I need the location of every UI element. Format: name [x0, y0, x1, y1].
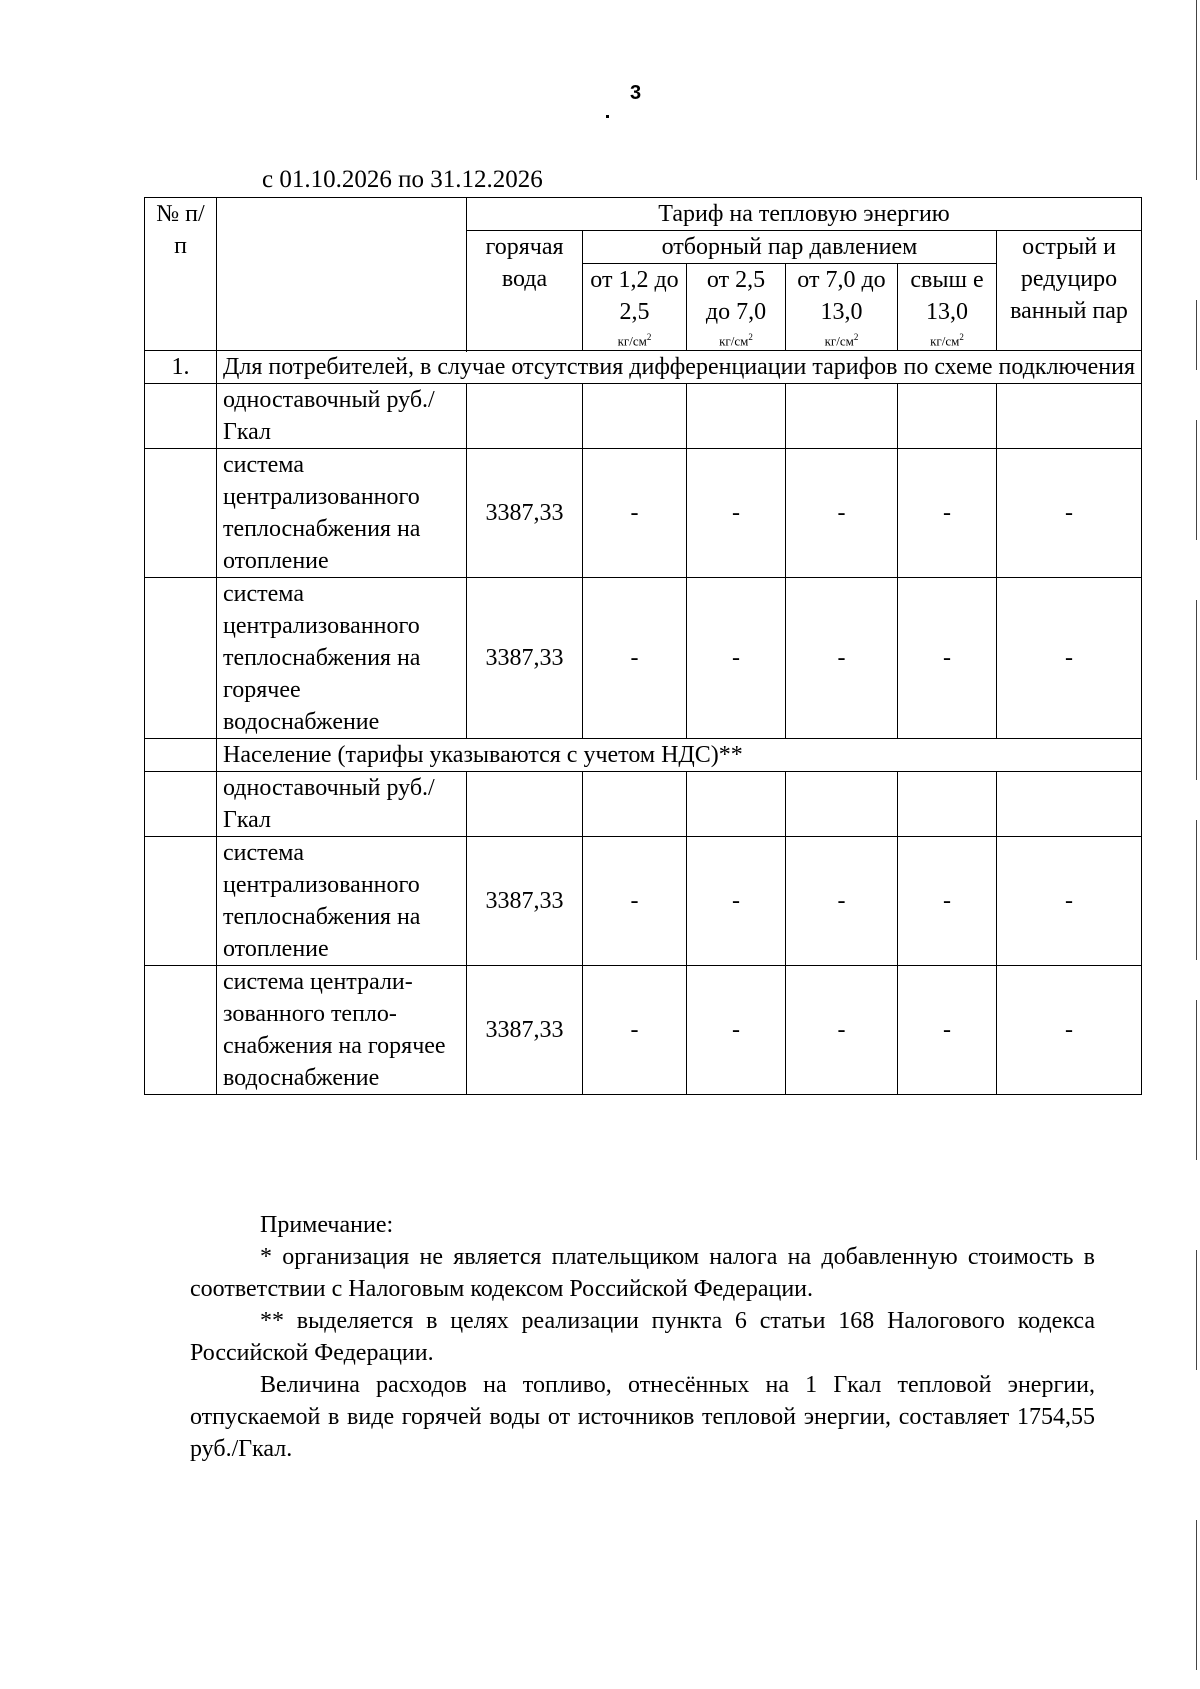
scan-speck — [606, 115, 609, 118]
scan-edge-line — [1196, 0, 1197, 180]
dash-cell: - — [687, 449, 786, 578]
dash-cell: - — [997, 837, 1142, 966]
table-row — [145, 449, 1142, 578]
dash-cell: - — [687, 578, 786, 739]
pressure-unit: $кг/см^2$ — [824, 332, 859, 349]
page-number: 3 — [630, 82, 642, 104]
row-value: 3387,33 — [467, 837, 583, 966]
row-value: 3387,33 — [467, 966, 583, 1095]
dash-cell: - — [786, 449, 898, 578]
dash-cell: - — [583, 449, 687, 578]
dash-cell: - — [898, 837, 997, 966]
tariff-table — [144, 197, 1142, 1095]
scan-edge-line — [1196, 600, 1197, 780]
dash-cell: - — [687, 966, 786, 1095]
header-number-cell: № п/п — [145, 198, 217, 351]
header-empty-cell — [217, 198, 467, 351]
pressure-unit: $кг/см^2$ — [719, 332, 753, 349]
dash-cell: - — [997, 578, 1142, 739]
dash-cell: - — [898, 578, 997, 739]
dash-cell: - — [583, 578, 687, 739]
note-2: ** выделяется в целях реализации пункта 6 статьи 168 Налогового кодекса Российской Федерации. — [190, 1308, 1095, 1366]
scan-edge-line — [1196, 1000, 1197, 1160]
scan-edge-line — [1196, 820, 1197, 960]
table-row — [145, 384, 1142, 449]
dash-cell: - — [687, 837, 786, 966]
pressure-unit: $кг/см^2$ — [617, 332, 652, 349]
table-row — [145, 578, 1142, 739]
note-3: Величина расходов на топливо, отнесённых на 1 Гкал тепловой энергии, отпускаемой в виде горячей воды от источников тепловой энергии, составляет 1754,55 руб./Гкал. — [190, 1372, 1095, 1462]
notes-title: Примечание: — [260, 1212, 394, 1238]
row-value: 3387,33 — [467, 578, 583, 739]
header-steam-pressure: отборный пар давлением — [583, 231, 997, 264]
header-tariff: Тариф на тепловую энергию — [467, 198, 1142, 231]
dash-cell: - — [786, 837, 898, 966]
header-pressure-4: свыш е 13,0 $кг/см^2$ — [898, 264, 997, 351]
row-label: система централизованного теплоснабжения на отопление — [217, 449, 467, 578]
table-row — [145, 837, 1142, 966]
dash-cell: - — [583, 837, 687, 966]
section-title: Для потребителей, в случае отсутствия дифференциации тарифов по схеме подключения — [217, 351, 1142, 384]
header-sharp-steam: острый и редуциро ванный пар — [997, 231, 1142, 351]
notes-block — [190, 1209, 1095, 1465]
dash-cell: - — [898, 966, 997, 1095]
header-pressure-3: от 7,0 до 13,0 $кг/см^2$ — [786, 264, 898, 351]
section-number: 1. — [145, 351, 217, 384]
dash-cell: - — [997, 449, 1142, 578]
row-label: одноставочный руб./Гкал — [217, 772, 467, 837]
dash-cell: - — [583, 966, 687, 1095]
period-heading: с 01.10.2026 по 31.12.2026 — [262, 166, 543, 193]
header-pressure-2: от 2,5 до 7,0 $кг/см^2$ — [687, 264, 786, 351]
scan-edge-line — [1196, 420, 1197, 540]
dash-cell: - — [997, 966, 1142, 1095]
dash-cell: - — [786, 578, 898, 739]
dash-cell: - — [786, 966, 898, 1095]
section-title: Население (тарифы указываются с учетом НДС)** — [217, 739, 1142, 772]
header-pressure-1: от 1,2 до 2,5 $кг/см^2$ — [583, 264, 687, 351]
row-label: одноставочный руб./Гкал — [217, 384, 467, 449]
table-row — [145, 966, 1142, 1095]
section-row — [145, 739, 1142, 772]
row-value: 3387,33 — [467, 449, 583, 578]
scan-edge-line — [1196, 1250, 1197, 1370]
scan-edge-line — [1196, 300, 1197, 370]
row-label: система централизованного теплоснабжения на горячее водоснабжение — [217, 578, 467, 739]
row-label: система централи-зованного тепло-снабжения на горячее водоснабжение — [217, 966, 467, 1095]
row-label: система централизованного теплоснабжения на отопление — [217, 837, 467, 966]
pressure-unit: $кг/см^2$ — [930, 332, 964, 349]
table-row — [145, 772, 1142, 837]
scan-edge-line — [1196, 1520, 1197, 1670]
section-row — [145, 351, 1142, 384]
note-1: * организация не является плательщиком налога на добавленную стоимость в соответствии с Налоговым кодексом Российской Федерации. — [190, 1244, 1095, 1302]
header-hot-water: горячая вода — [467, 231, 583, 351]
dash-cell: - — [898, 449, 997, 578]
